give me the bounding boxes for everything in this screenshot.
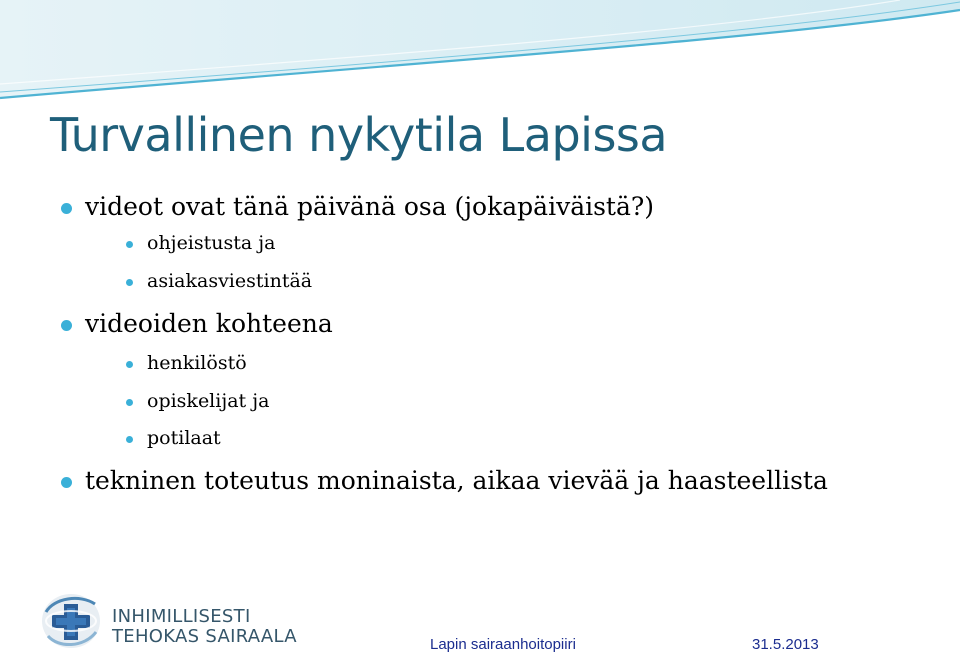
sub-bullet-item [147,352,247,374]
bullet-dot-icon [126,241,133,248]
bullet-dot-icon [61,203,72,214]
bullet-text: potilaat [147,427,221,449]
bullet-dot-icon [126,279,133,286]
bullet-text: ohjeistusta ja [147,232,276,254]
bullet-text: opiskelijat ja [147,390,270,412]
logo-line-1: INHIMILLISESTI [112,606,251,627]
bullet-dot-icon [126,399,133,406]
bullet-dot-icon [126,361,133,368]
footer-organization: Lapin sairaanhoitopiiri [430,636,576,653]
cross-logo-icon [40,592,102,650]
bullet-item [85,192,654,221]
bullet-text: videot ovat tänä päivänä osa (jokapäiväistä?) [85,192,655,221]
bullet-dot-icon [61,477,72,488]
bullet-text: tekninen toteutus moninaista, aikaa vievää ja haasteellista [85,466,828,495]
bullet-text: asiakasviestintää [147,270,313,292]
sub-bullet-item [147,427,221,449]
sub-bullet-item [147,390,269,412]
sub-bullet-item [147,270,312,292]
slide-title: Turvallinen nykytila Lapissa [50,108,668,162]
bullet-dot-icon [61,320,72,331]
bullet-text: videoiden kohteena [85,309,333,338]
bullet-dot-icon [126,436,133,443]
header-wave-decoration [0,0,960,110]
logo [34,586,297,656]
sub-bullet-item [147,232,275,254]
bullet-item [85,309,333,338]
bullet-text: henkilöstö [147,352,247,374]
footer-date: 31.5.2013 [752,636,819,653]
logo-line-2: TEHOKAS SAIRAALA [112,626,297,647]
bullet-item [85,466,828,495]
